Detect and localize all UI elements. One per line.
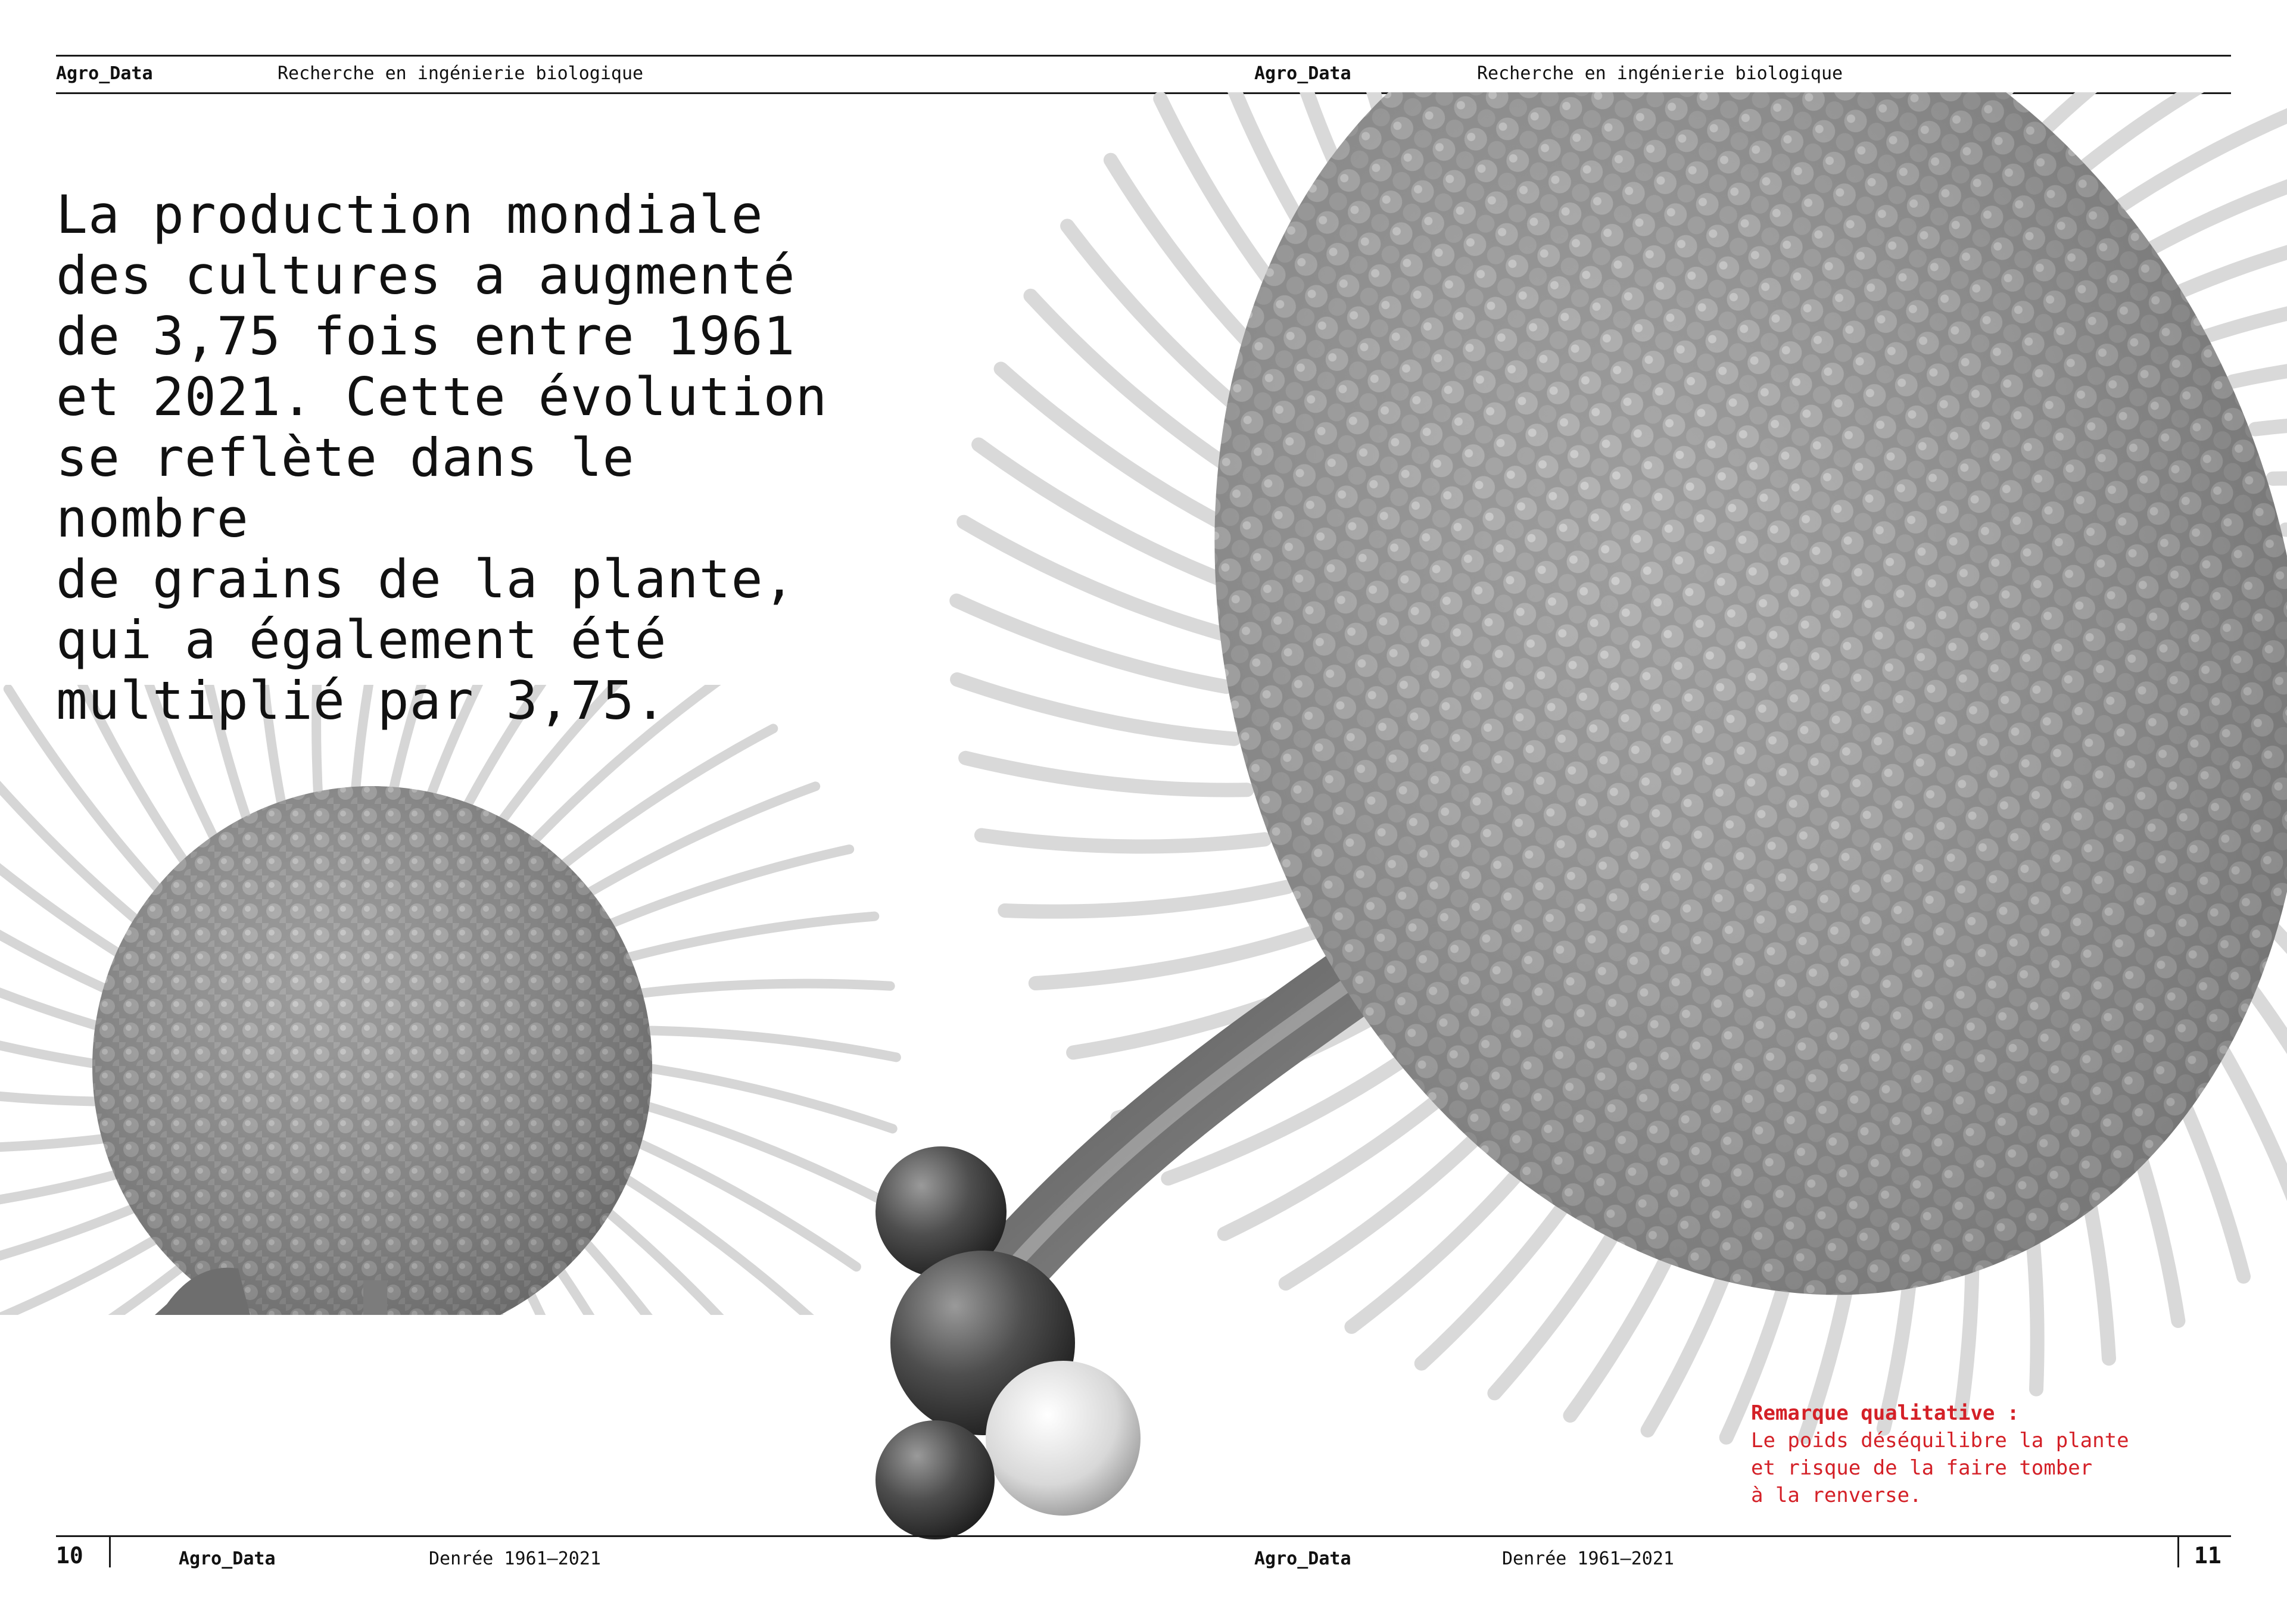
header-section-right: Recherche en ingénierie biologique (1477, 63, 1843, 84)
petal (957, 679, 1234, 739)
footer-rule (56, 1535, 2231, 1537)
qualitative-note (1751, 1399, 2129, 1509)
header-brand-left: Agro_Data (56, 63, 153, 84)
footer-divider-left (109, 1535, 111, 1567)
petal (0, 801, 132, 961)
petal (2233, 357, 2287, 381)
lead-paragraph: La production mondiale des cultures a augmenté de 3,75 fois entre 1961 et 2021. Cette évolution se reflète dans le nombre de grains de la plante, qui a également été multiplié par 3,75. (56, 184, 828, 731)
footer-brand-left: Agro_Data (179, 1548, 276, 1569)
petal (0, 1202, 148, 1283)
header-top-rule (56, 55, 2231, 57)
large-flower-illustration (792, 92, 2287, 1539)
petal (1005, 887, 1287, 911)
page-number-left: 10 (56, 1542, 83, 1569)
footer-brand-right: Agro_Data (1254, 1548, 1351, 1569)
small-flower-illustration (0, 685, 911, 1316)
note-title: Remarque qualitative : (1751, 1401, 2020, 1425)
petal (0, 1170, 132, 1215)
footer-label-right: Denrée 1961–2021 (1502, 1548, 1674, 1569)
note-body: Le poids déséquilibre la plante et risque de la faire tomber à la renverse. (1751, 1429, 2129, 1507)
footer-divider-right (2177, 1535, 2179, 1567)
petal (2273, 478, 2287, 510)
page-number-right: 11 (2194, 1542, 2221, 1569)
petal (965, 758, 1247, 790)
header-brand-right: Agro_Data (1254, 63, 1351, 84)
petal (982, 836, 1265, 847)
footer-label-left: Denrée 1961–2021 (429, 1548, 601, 1569)
petal (2139, 151, 2287, 255)
petal (2205, 285, 2287, 336)
petal (2255, 422, 2287, 433)
header-section-left: Recherche en ingénierie biologique (278, 63, 644, 84)
petal (1036, 932, 1314, 983)
petal (575, 786, 815, 900)
petal (956, 601, 1226, 687)
